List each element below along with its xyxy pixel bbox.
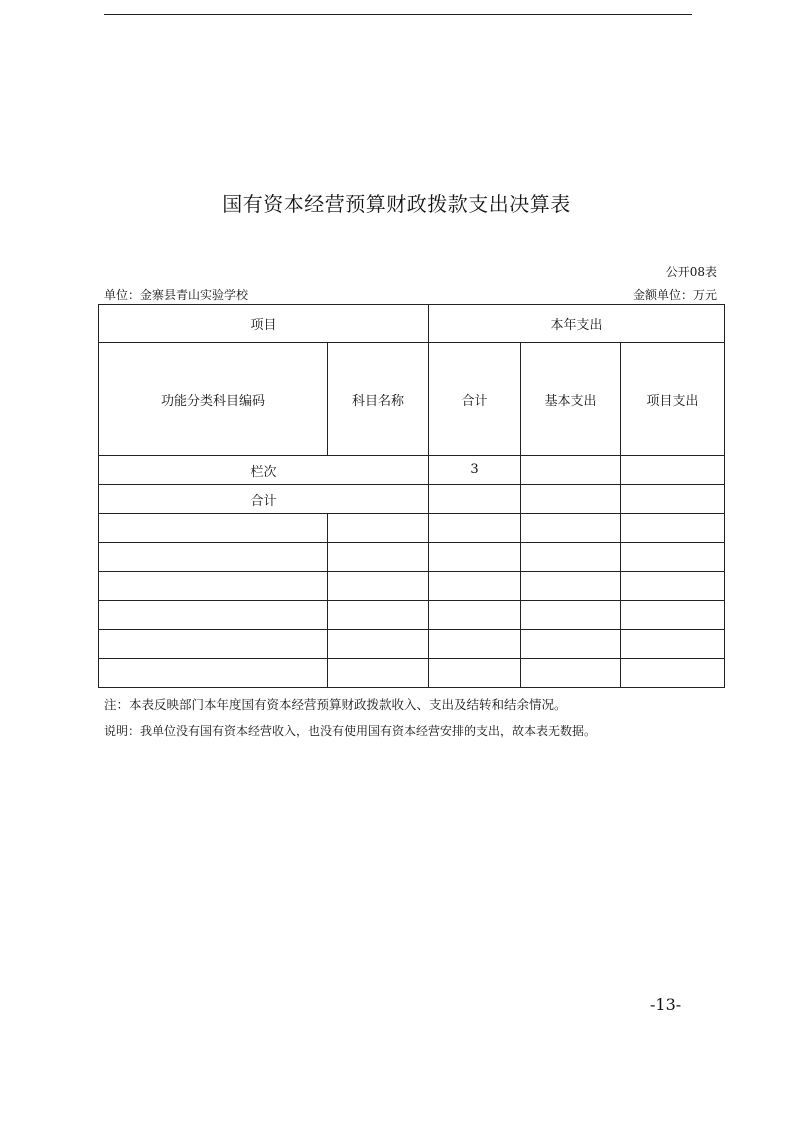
header-item: 项目 (99, 305, 429, 343)
col-total-header: 合计 (429, 343, 521, 456)
column-number-basic (521, 456, 621, 485)
cell-code (99, 514, 328, 543)
column-number-project (621, 456, 725, 485)
col-code-header: 功能分类科目编码 (99, 343, 328, 456)
total-row-project (621, 485, 725, 514)
col-name-header: 科目名称 (328, 343, 429, 456)
cell-basic (521, 514, 621, 543)
cell-code (99, 601, 328, 630)
cell-name (328, 630, 429, 659)
total-row-label: 合计 (99, 485, 429, 514)
cell-name (328, 543, 429, 572)
cell-name (328, 659, 429, 688)
header-rule (104, 14, 692, 15)
expenditure-table (98, 304, 725, 688)
cell-total (429, 601, 521, 630)
cell-project (621, 572, 725, 601)
cell-code (99, 659, 328, 688)
cell-name (328, 572, 429, 601)
cell-code (99, 630, 328, 659)
cell-project (621, 543, 725, 572)
cell-name (328, 514, 429, 543)
table-explanation: 说明：我单位没有国有资本经营收入，也没有使用国有资本经营安排的支出，故本表无数据。 (104, 724, 597, 738)
col-basic-header: 基本支出 (521, 343, 621, 456)
unit-label: 单位：金寨县青山实验学校 (104, 288, 249, 302)
cell-total (429, 514, 521, 543)
table-row (99, 543, 725, 572)
page-number: -13- (650, 995, 682, 1014)
column-number-total: 3 (429, 456, 521, 485)
column-number-row (99, 456, 725, 485)
cell-project (621, 659, 725, 688)
table-row (99, 514, 725, 543)
table-row (99, 572, 725, 601)
cell-project (621, 601, 725, 630)
table-note: 注：本表反映部门本年度国有资本经营预算财政拨款收入、支出及结转和结余情况。 (104, 697, 567, 712)
table-row (99, 601, 725, 630)
form-number: 公开08表 (665, 265, 717, 279)
total-row-basic (521, 485, 621, 514)
cell-code (99, 572, 328, 601)
amount-unit: 金额单位：万元 (632, 288, 717, 302)
header-year-expense: 本年支出 (429, 305, 725, 343)
table-row (99, 630, 725, 659)
total-row-total (429, 485, 521, 514)
header-row-1 (99, 305, 725, 343)
cell-code (99, 543, 328, 572)
cell-name (328, 601, 429, 630)
cell-total (429, 659, 521, 688)
column-number-label: 栏次 (99, 456, 429, 485)
cell-project (621, 514, 725, 543)
cell-basic (521, 543, 621, 572)
cell-total (429, 572, 521, 601)
page-title: 国有资本经营预算财政拨款支出决算表 (222, 192, 571, 216)
total-row (99, 485, 725, 514)
header-row-2 (99, 343, 725, 456)
cell-basic (521, 659, 621, 688)
cell-total (429, 630, 521, 659)
cell-basic (521, 601, 621, 630)
table-row (99, 659, 725, 688)
cell-basic (521, 630, 621, 659)
col-project-header: 项目支出 (621, 343, 725, 456)
cell-total (429, 543, 521, 572)
cell-project (621, 630, 725, 659)
cell-basic (521, 572, 621, 601)
